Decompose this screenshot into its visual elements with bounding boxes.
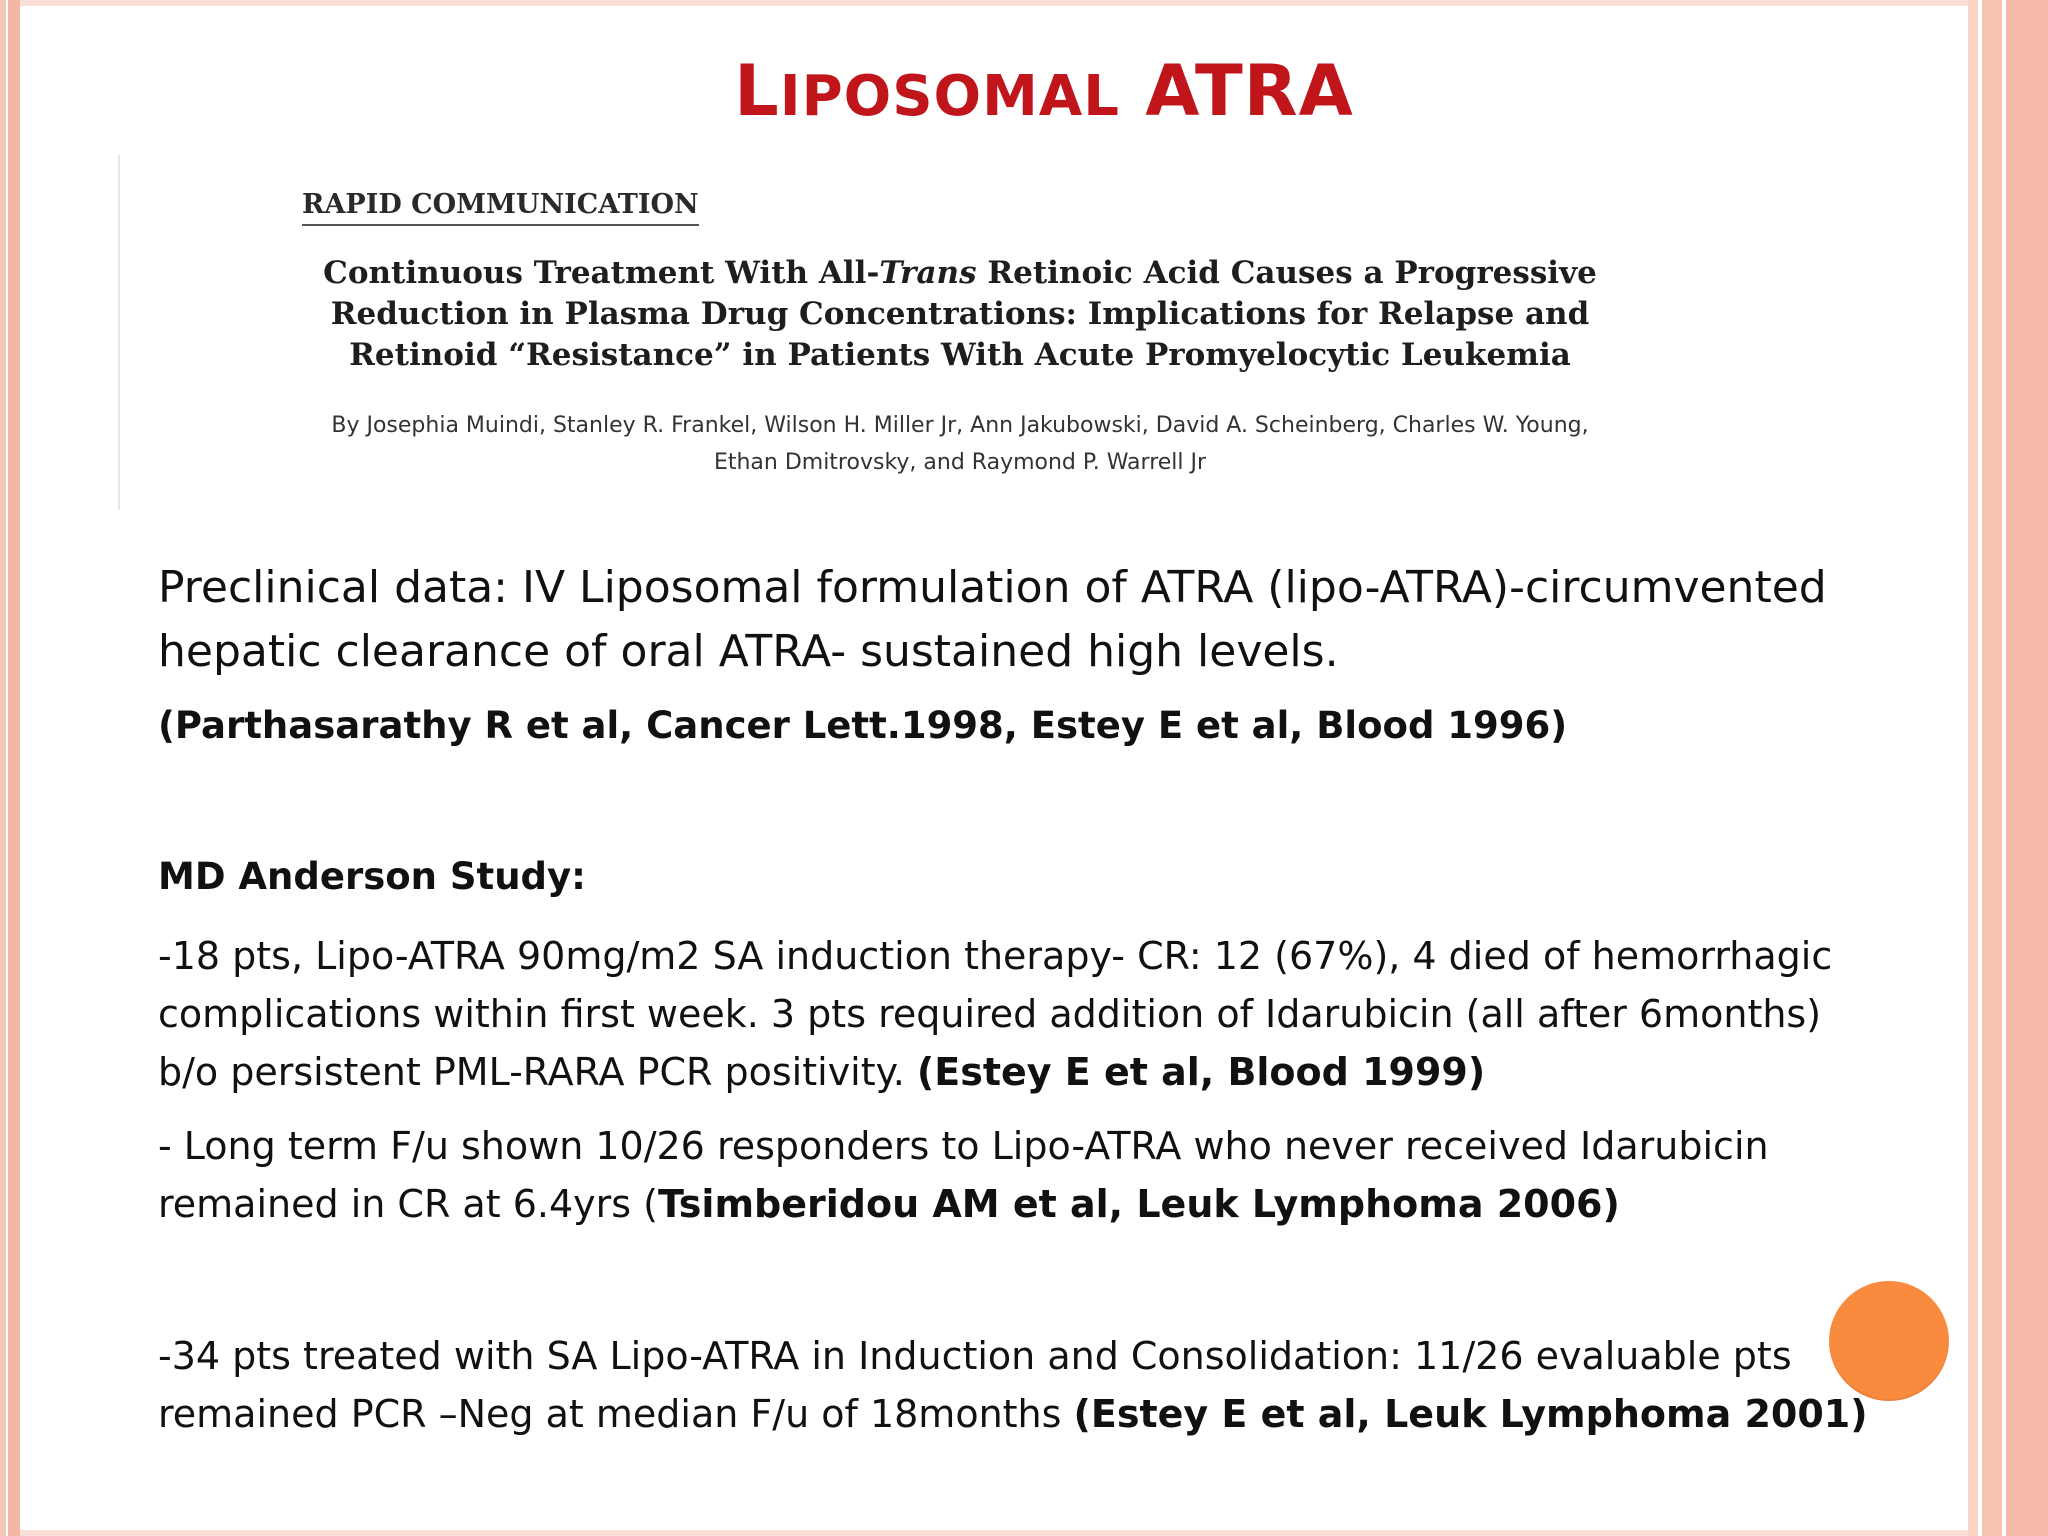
title-small-caps: IPOSOMAL — [779, 64, 1120, 129]
item-1-line-3-text: b/o persistent PML-RARA PCR positivity. — [158, 1050, 917, 1094]
slide-frame-left — [0, 0, 20, 1536]
slide-title — [0, 50, 2048, 132]
paper-authors — [120, 407, 1800, 481]
title-initial: L — [734, 50, 780, 132]
item-2-citation: Tsimberidou AM et al, Leuk Lymphoma 2006) — [657, 1182, 1620, 1226]
preclinical-citation: (Parthasarathy R et al, Cancer Lett.1998, Estey E et al, Blood 1996) — [158, 704, 1568, 747]
paper-authors-line-2: Ethan Dmitrovsky, and Raymond P. Warrell Jr — [713, 450, 1207, 475]
paper-title-line-2: Reduction in Plasma Drug Concentrations: Implications for Relapse and — [330, 296, 1590, 332]
item-1-line-1: -18 pts, Lipo-ATRA 90mg/m2 SA induction therapy- CR: 12 (67%), 4 died of hemorrhagic — [158, 934, 1833, 978]
slide-frame-bottom — [20, 1530, 1968, 1536]
item-1-citation: (Estey E et al, Blood 1999) — [916, 1050, 1486, 1094]
item-2-line-2 — [158, 1175, 1898, 1233]
decorative-orange-circle — [1829, 1281, 1949, 1401]
item-3-line-1: -34 pts treated with SA Lipo-ATRA in Induction and Consolidation: 11/26 evaluable pts — [158, 1334, 1792, 1378]
item-1-line-3 — [158, 1043, 1898, 1101]
study-item-1 — [158, 927, 1898, 1101]
item-2-line-1: - Long term F/u shown 10/26 responders to Lipo-ATRA who never received Idarubicin — [158, 1124, 1769, 1168]
paper-title-italic: Trans — [879, 255, 977, 291]
preclinical-paragraph — [158, 556, 1898, 684]
paper-title-line-1-end: Retinoic Acid Causes a Progressive — [976, 255, 1597, 291]
paper-authors-line-1: By Josephia Muindi, Stanley R. Frankel, Wilson H. Miller Jr, Ann Jakubowski, David A. Scheinberg, Charles W. Young, — [331, 413, 1589, 438]
title-rest: ATRA — [1145, 50, 1354, 132]
paper-title — [120, 253, 1800, 376]
item-3-citation: (Estey E et al, Leuk Lymphoma 2001) — [1073, 1392, 1868, 1436]
paper-title-line-1-start: Continuous Treatment With All- — [323, 255, 880, 291]
item-3-line-2 — [158, 1385, 1898, 1443]
preclinical-line-2: hepatic clearance of oral ATRA- sustained high levels. — [158, 626, 1339, 677]
item-1-line-2: complications within first week. 3 pts required addition of Idarubicin (all after 6months) — [158, 992, 1822, 1036]
paper-title-line-3: Retinoid “Resistance” in Patients With Acute Promyelocytic Leukemia — [349, 337, 1571, 373]
study-item-3 — [158, 1327, 1898, 1443]
item-2-line-2-text: remained in CR at 6.4yrs ( — [158, 1182, 658, 1226]
preclinical-line-1: Preclinical data: IV Liposomal formulation of ATRA (lipo-ATRA)-circumvented — [158, 562, 1827, 613]
paper-header-image — [120, 155, 1800, 510]
paper-title-line-1 — [120, 253, 1800, 294]
paper-label: RAPID COMMUNICATION — [302, 189, 699, 226]
study-heading: MD Anderson Study: — [158, 855, 586, 898]
slide-frame-right — [1968, 0, 2048, 1536]
study-item-2 — [158, 1117, 1898, 1233]
item-3-line-2-text: remained PCR –Neg at median F/u of 18months — [158, 1392, 1074, 1436]
slide-frame-top — [20, 0, 1968, 6]
